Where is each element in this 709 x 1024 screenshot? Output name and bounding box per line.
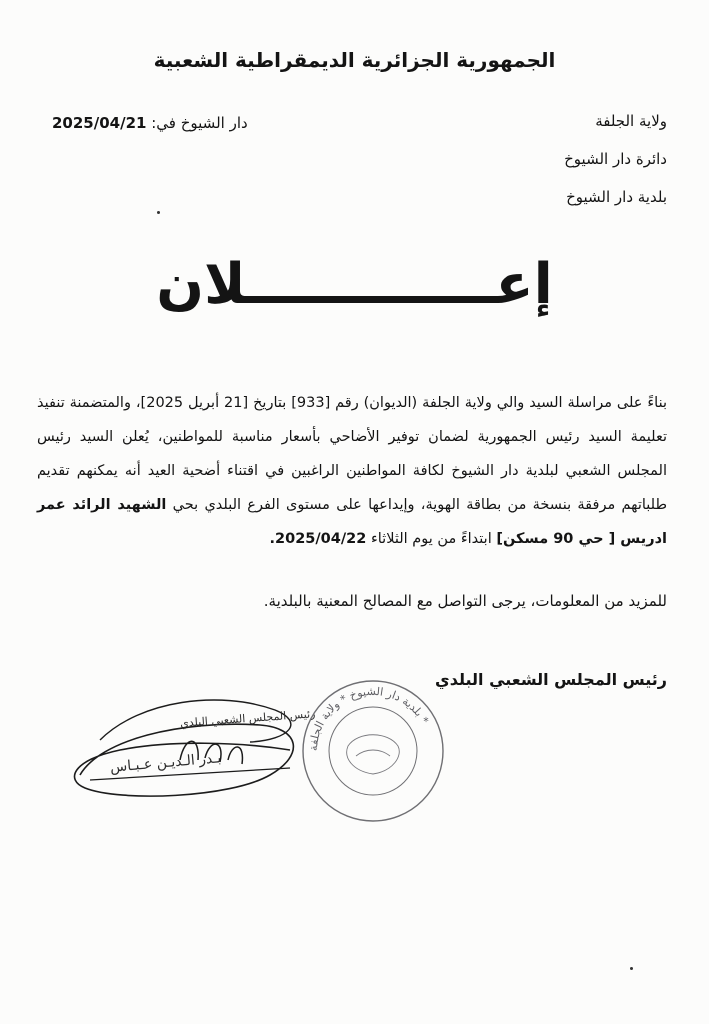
speck-mark (630, 967, 633, 970)
republic-heading: الجمهورية الجزائرية الديمقراطية الشعبية (153, 48, 556, 72)
commune-label: بلدية دار الشيوخ (566, 188, 667, 206)
signatory-name: بـدر الـديـن عـبـاس (109, 750, 222, 776)
body-start-text: ابتداءً من يوم الثلاثاء (370, 531, 492, 547)
svg-text:بلدية دار الشيوخ * ولاية الجلف (307, 685, 431, 751)
document-date: 2025/04/21 (52, 114, 147, 132)
body-paragraph (37, 386, 667, 556)
administrative-header (564, 112, 667, 226)
closing-note: للمزيد من المعلومات، يرجى التواصل مع المصالح المعنية بالبلدية. (263, 592, 667, 610)
daira-label: دائرة دار الشيوخ (564, 150, 667, 168)
stamp-title-text: رئيس المجلس الشعبي البلدي (179, 707, 316, 730)
branch-location: الشهيد الرائد عمر ادريس [ حي 90 مسكن] (37, 497, 667, 547)
announcement-title: إعـــــــــــــلان (156, 252, 553, 317)
seal-ring-text: بلدية دار الشيوخ * ولاية الجلفة * (306, 684, 432, 752)
speck-mark (157, 211, 160, 214)
dateline (52, 114, 248, 132)
official-seal (298, 676, 448, 826)
start-date: 2025/04/22. (269, 531, 367, 547)
announcement-body (37, 386, 667, 556)
signatory-title: رئيس المجلس الشعبي البلدي (435, 670, 667, 689)
date-prefix: دار الشيوخ في: (151, 114, 248, 132)
handwritten-signature (60, 680, 310, 810)
wilaya-label: ولاية الجلفة (595, 112, 667, 130)
body-text: بناءً على مراسلة السيد والي ولاية الجلفة (الديوان) رقم [933] بتاريخ [21 أبريل 2025]، والمتضمنة تنفيذ تعليمة السيد رئيس الجمهورية لضمان توفير الأضاحي بأسعار مناسبة للمواطنين، يُعلن السيد رئيس المجلس الشعبي لبلدية دار الشيوخ لكافة المواطنين الراغبين في اقتناء أضحية العيد أنه يمكنهم تقديم طلباتهم مرفقة بنسخة من بطاقة الهوية، وإيداعها على مستوى الفرع البلدي بحي (37, 395, 668, 513)
